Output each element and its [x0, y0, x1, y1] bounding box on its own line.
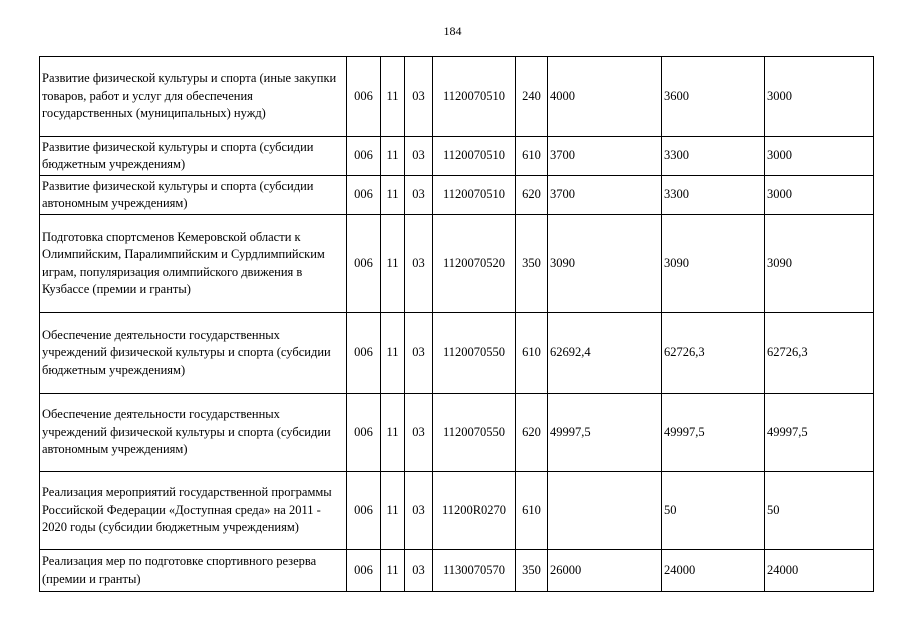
- section-code: 11: [381, 176, 405, 215]
- target-code: 1120070550: [433, 394, 516, 472]
- value-year-1: 62692,4: [548, 313, 662, 394]
- subsection-code: 03: [405, 472, 433, 550]
- ministry-code: 006: [347, 137, 381, 176]
- table-row: [40, 550, 874, 592]
- value-year-2: 49997,5: [662, 394, 765, 472]
- value-year-2: 3090: [662, 215, 765, 313]
- value-year-1: 3090: [548, 215, 662, 313]
- row-name: Обеспечение деятельности государственных учреждений физической культуры и спорта (субсидии бюджетным учреждениям): [40, 313, 347, 394]
- subsection-code: 03: [405, 550, 433, 592]
- ministry-code: 006: [347, 57, 381, 137]
- page-number: 184: [443, 24, 462, 38]
- value-year-1: 49997,5: [548, 394, 662, 472]
- expense-type-code: 350: [516, 550, 548, 592]
- row-name: Подготовка спортсменов Кемеровской области к Олимпийским, Паралимпийским и Сурдлимпийским играм, популяризация олимпийского движения в Кузбассе (премии и гранты): [40, 215, 347, 313]
- target-code: 1130070570: [433, 550, 516, 592]
- subsection-code: 03: [405, 215, 433, 313]
- value-year-1: [548, 472, 662, 550]
- value-year-3: 3000: [765, 176, 874, 215]
- row-name: Обеспечение деятельности государственных учреждений физической культуры и спорта (субсидии автономным учреждениям): [40, 394, 347, 472]
- value-year-2: 3300: [662, 137, 765, 176]
- target-code: 1120070510: [433, 176, 516, 215]
- section-code: 11: [381, 137, 405, 176]
- ministry-code: 006: [347, 176, 381, 215]
- subsection-code: 03: [405, 313, 433, 394]
- section-code: 11: [381, 472, 405, 550]
- value-year-1: 26000: [548, 550, 662, 592]
- value-year-2: 3300: [662, 176, 765, 215]
- row-name: Реализация мер по подготовке спортивного резерва (премии и гранты): [40, 550, 347, 592]
- expense-type-code: 610: [516, 313, 548, 394]
- ministry-code: 006: [347, 313, 381, 394]
- ministry-code: 006: [347, 394, 381, 472]
- expense-type-code: 610: [516, 472, 548, 550]
- value-year-3: 24000: [765, 550, 874, 592]
- table-row: [40, 137, 874, 176]
- target-code: 1120070520: [433, 215, 516, 313]
- value-year-2: 50: [662, 472, 765, 550]
- table-row: [40, 394, 874, 472]
- expense-type-code: 620: [516, 394, 548, 472]
- expense-type-code: 610: [516, 137, 548, 176]
- target-code: 1120070510: [433, 137, 516, 176]
- section-code: 11: [381, 394, 405, 472]
- section-code: 11: [381, 57, 405, 137]
- row-name: Развитие физической культуры и спорта (субсидии бюджетным учреждениям): [40, 137, 347, 176]
- subsection-code: 03: [405, 137, 433, 176]
- ministry-code: 006: [347, 472, 381, 550]
- row-name: Развитие физической культуры и спорта (иные закупки товаров, работ и услуг для обеспечения государственных (муниципальных) нужд): [40, 57, 347, 137]
- target-code: 11200R0270: [433, 472, 516, 550]
- value-year-2: 62726,3: [662, 313, 765, 394]
- value-year-3: 3090: [765, 215, 874, 313]
- target-code: 1120070510: [433, 57, 516, 137]
- row-name: Развитие физической культуры и спорта (субсидии автономным учреждениям): [40, 176, 347, 215]
- value-year-3: 62726,3: [765, 313, 874, 394]
- value-year-1: 3700: [548, 176, 662, 215]
- section-code: 11: [381, 313, 405, 394]
- table-row: [40, 215, 874, 313]
- section-code: 11: [381, 550, 405, 592]
- budget-table: [39, 56, 874, 592]
- ministry-code: 006: [347, 215, 381, 313]
- value-year-3: 50: [765, 472, 874, 550]
- value-year-3: 3000: [765, 137, 874, 176]
- subsection-code: 03: [405, 57, 433, 137]
- row-name: Реализация мероприятий государственной программы Российской Федерации «Доступная среда» на 2011 - 2020 годы (субсидии бюджетным учреждениям): [40, 472, 347, 550]
- subsection-code: 03: [405, 394, 433, 472]
- value-year-1: 3700: [548, 137, 662, 176]
- table-row: [40, 313, 874, 394]
- target-code: 1120070550: [433, 313, 516, 394]
- value-year-3: 3000: [765, 57, 874, 137]
- expense-type-code: 350: [516, 215, 548, 313]
- table-row: [40, 57, 874, 137]
- value-year-2: 3600: [662, 57, 765, 137]
- ministry-code: 006: [347, 550, 381, 592]
- value-year-1: 4000: [548, 57, 662, 137]
- value-year-2: 24000: [662, 550, 765, 592]
- table-row: [40, 472, 874, 550]
- expense-type-code: 240: [516, 57, 548, 137]
- value-year-3: 49997,5: [765, 394, 874, 472]
- subsection-code: 03: [405, 176, 433, 215]
- expense-type-code: 620: [516, 176, 548, 215]
- section-code: 11: [381, 215, 405, 313]
- table-row: [40, 176, 874, 215]
